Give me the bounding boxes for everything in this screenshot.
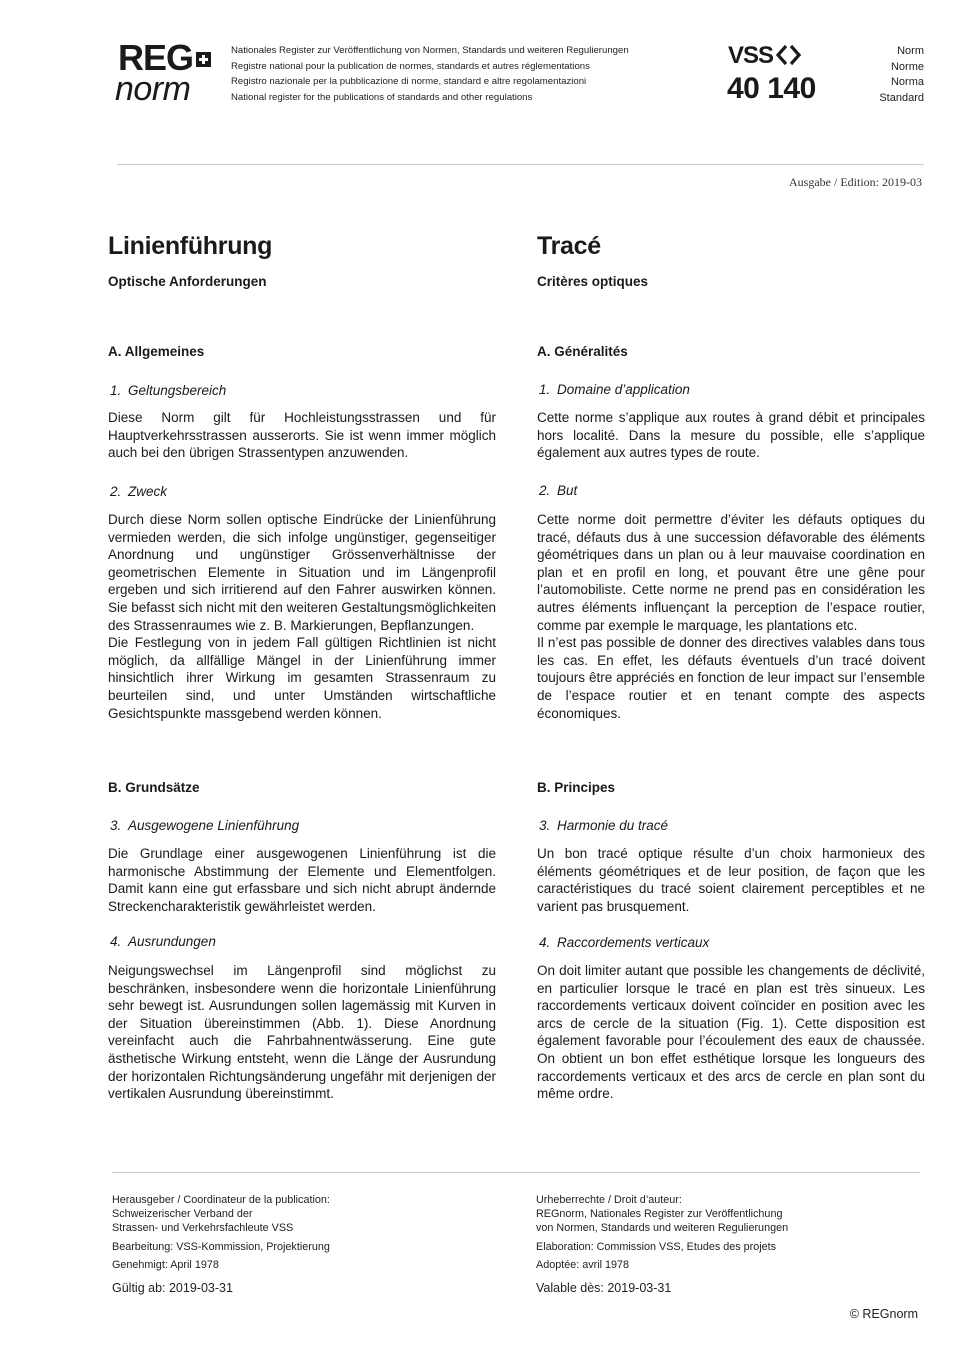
section-b-heading-fr: B. Principes <box>537 780 616 795</box>
regnorm-logo-bottom: norm <box>115 70 191 108</box>
title-de: Linienführung <box>108 232 273 260</box>
paragraph-2a-de: Durch diese Norm sollen optische Eindrücke der Linienführung vermieden werden, die sich infolge ungünstiger, gegenseitiger Anordnung und ungünstiger Grössenverhältnisse der geometrischen Elemente in Situation und im Längenprofil ergeben und sich irritierend auf den Fahrer auswirken können. Sie befasst sich nicht mit den weiteren Gestaltungsmöglichkeiten des Strassenraumes wie z. B. Markierungen, Bepflanzungen. <box>108 512 496 633</box>
subsection-3-title-fr: Harmonie du tracé <box>557 818 669 833</box>
subsection-4-title-de: Ausrundungen <box>128 934 216 949</box>
paragraph-1-fr: Cette norme s’applique aux routes à grand débit et principales hors localité. Dans la mesure du possible, elle s’applique également aux autres types de route. <box>537 410 925 461</box>
norm-number: 40 140 <box>727 72 816 105</box>
publisher-name-line-1: Schweizerischer Verband der <box>112 1208 253 1220</box>
subsection-2-number-de: 2. <box>110 484 122 499</box>
paragraph-2b-fr: Il n’est pas possible de donner des directives valables dans tous les cas. En effet, les défauts éventuels d’un tracé doivent toujours être appréciés en fonction de leur impact sur l’ensemble de l’espace routier et en tenant compte des aspects économiques. <box>537 635 925 721</box>
subsection-1-number-de: 1. <box>110 383 122 398</box>
subsection-2-number-fr: 2. <box>539 483 551 498</box>
copyright-block <box>536 1193 788 1235</box>
header-divider <box>117 164 924 165</box>
copyright-mark: © REGnorm <box>849 1307 918 1321</box>
copyright-holder-line-2: von Normen, Standards und weiteren Regulierungen <box>536 1222 789 1234</box>
subsection-2-heading-fr <box>539 483 927 498</box>
subsection-4-heading-de <box>110 934 498 949</box>
subsection-3-heading-de <box>110 818 498 833</box>
subsection-2-heading-de <box>110 484 498 499</box>
registry-line-fr: Registre national pour la publication de normes, standards et autres réglementations <box>231 60 590 72</box>
registry-line-de: Nationales Register zur Veröffentlichung von Normen, Standards und weiteren Regulierungen <box>231 45 629 56</box>
subsection-1-title-fr: Domaine d’application <box>557 382 690 397</box>
valid-from-fr: Valable dès: 2019-03-31 <box>536 1281 672 1295</box>
section-b-heading-de: B. Grundsätze <box>108 780 200 795</box>
swiss-cross-icon <box>196 52 211 67</box>
paragraph-2b-de: Die Festlegung von in jedem Fall gültigen Richtlinien ist nicht möglich, da allfällige Mängel in der Linienführung immer hinsichtlich ihrer Wirkung im gesamten Strassenraum zu beurteilen sind, und unter Umständen wirtschaftliche Gesichtspunkte massgebend werden können. <box>108 635 496 721</box>
subsection-3-number-fr: 3. <box>539 818 551 833</box>
valid-from-de: Gültig ab: 2019-03-31 <box>112 1281 233 1295</box>
paragraph-3-fr: Un bon tracé optique résulte d’un choix harmonieux des éléments géométriques et de leur position, de façon que les caractéristiques du tracé soient clairement perceptibles et ne varient pas brusquement. <box>537 846 925 914</box>
copyright-holder-line-1: REGnorm, Nationales Register zur Veröffentlichung <box>536 1208 783 1220</box>
vss-logo: VSS <box>728 42 774 69</box>
editing-fr: Elaboration: Commission VSS, Etudes des projets <box>536 1241 777 1253</box>
publisher-block <box>112 1193 330 1235</box>
doc-type-de: Norm <box>897 45 924 57</box>
edition-label: Ausgabe / Edition: 2019-03 <box>789 175 922 189</box>
subsection-3-number-de: 3. <box>110 818 122 833</box>
section-a-heading-de: A. Allgemeines <box>108 344 205 359</box>
registry-line-it: Registro nazionale per la pubblicazione di norme, standard e altre regolamentazioni <box>231 76 587 87</box>
subsection-4-number-fr: 4. <box>539 935 551 950</box>
subsection-1-title-de: Geltungsbereich <box>128 383 227 398</box>
section-a-heading-fr: A. Généralités <box>537 344 628 359</box>
subsection-4-title-fr: Raccordements verticaux <box>557 935 710 950</box>
approved-fr: Adoptée: avril 1978 <box>536 1259 630 1271</box>
subsection-1-number-fr: 1. <box>539 382 551 397</box>
footer-divider <box>112 1172 920 1173</box>
subsection-3-heading-fr <box>539 818 927 833</box>
paragraph-4-fr: On doit limiter autant que possible les changements de déclivité, en particulier lorsque le tracé en plan est très sinueux. Les raccordements verticaux doivent coïncider en position avec les arcs de cercle de la situation (Fig. 1). Cette disposition est également favorable pour l’écoulement des eaux de chaussée. On obtient un bon effet esthétique lorsque les longueurs des raccordements verticaux et des arcs de cercle en plan sont du même ordre. <box>537 963 925 1102</box>
title-fr: Tracé <box>537 232 601 260</box>
doc-type-fr: Norme <box>890 60 924 73</box>
registry-description <box>231 43 629 105</box>
subsection-3-title-de: Ausgewogene Linienführung <box>128 818 300 833</box>
paragraph-2-fr <box>537 511 925 722</box>
doc-type-it: Norma <box>890 76 924 88</box>
publisher-label: Herausgeber / Coordinateur de la publication: <box>112 1194 330 1206</box>
subsection-1-heading-de <box>110 383 498 398</box>
paragraph-2-de <box>108 511 496 722</box>
paragraph-1-de: Diese Norm gilt für Hochleistungsstrassen und für Hauptverkehrsstrassen ausserorts. Sie ist wenn immer möglich auch bei den übrigen Strassentypen anzuwenden. <box>108 410 496 461</box>
subsection-4-heading-fr <box>539 935 927 950</box>
paragraph-2a-fr: Cette norme doit permettre d’éviter les défauts optiques du tracé, défauts dus à une succession défavorable des éléments géométriques dans un plan ou à leur mauvaise coordination en plan et en profil en long, et pouvant être une gêne pour l’automobiliste. Cette norme ne prend pas en considération les autres éléments influençant la perception de l’espace routier, comme par exemple le marquage, les plantations etc. <box>537 512 925 633</box>
copyright-label: Urheberrechte / Droit d’auteur: <box>536 1194 682 1206</box>
subsection-4-number-de: 4. <box>110 934 122 949</box>
registry-line-en: National register for the publications of standards and other regulations <box>231 91 533 103</box>
approved-de: Genehmigt: April 1978 <box>112 1259 219 1271</box>
subtitle-fr: Critères optiques <box>537 274 649 289</box>
editing-de: Bearbeitung: VSS-Kommission, Projektierung <box>112 1241 330 1253</box>
document-type-list <box>879 44 924 106</box>
paragraph-3-de: Die Grundlage einer ausgewogenen Linienführung ist die harmonische Abstimmung der Elemente und Elementfolgen. Damit kann eine gut erfassbare und sich nicht abrupt ändernde Streckencharakteristik gewährleistet werden. <box>108 846 496 914</box>
paragraph-4-de: Neigungswechsel im Längenprofil sind möglichst zu beschränken, insbesondere wenn die horizontale Linienführung sehr bewegt ist. Ausrundungen sollen lagemässig mit Kurven in der Situation übereinstimmen (Abb. 1). Diese Anordnung vereinfacht auch die Fahrbahnentwässerung. Eine gute ästhetische Wirkung entsteht, wenn die Länge der Ausrundung der horizontalen Richtungsänderung ungefähr mit derjenigen der vertikalen Ausrundung übereinstimmt. <box>108 963 496 1102</box>
publisher-name-line-2: Strassen- und Verkehrsfachleute VSS <box>112 1222 294 1234</box>
doc-type-en: Standard <box>879 91 924 104</box>
subsection-1-heading-fr <box>539 382 927 397</box>
regnorm-logo-top: REG <box>118 37 194 78</box>
subtitle-de: Optische Anforderungen <box>108 274 267 289</box>
subsection-2-title-de: Zweck <box>128 484 168 499</box>
vss-arrows-icon <box>776 44 802 66</box>
subsection-2-title-fr: But <box>557 483 578 498</box>
